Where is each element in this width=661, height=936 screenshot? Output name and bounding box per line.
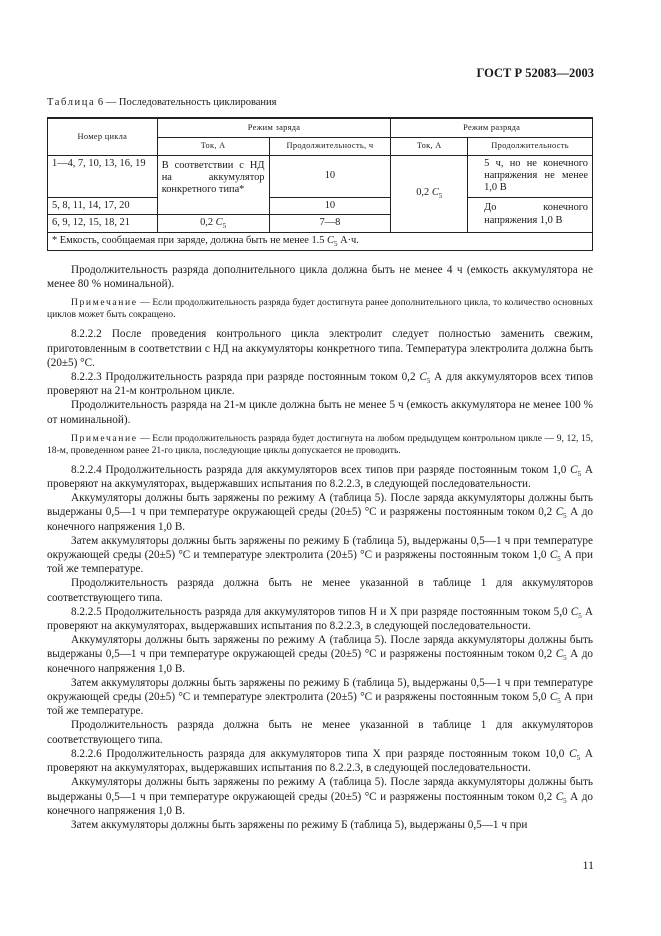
paragraph (47, 605, 593, 633)
capacity-symbol: C (555, 506, 564, 519)
header-cycle-number: Номер цикла (48, 118, 158, 155)
paragraph-text: Аккумуляторы должны быть заряжены по режиму А (таблица 5). После заряда аккумуляторы должны быть выдержаны 0,5—1 ч при температуре окружающей среды (20±5) °С и разряжены постоянным током 0,2 (47, 492, 593, 519)
paragraph: Продолжительность разряда должна быть не менее указанной в таблице 1 для аккумуляторов соответствующего типа. (47, 577, 593, 604)
capacity-subscript: 5 (438, 192, 443, 201)
charge-current-value: 0,2 (200, 217, 214, 229)
footnote-unit: А·ч. (337, 234, 359, 246)
paragraph-text: 8.2.2.5 Продолжительность разряда для аккумуляторов типов Н и Х при разряде постоянным током 5,0 (71, 605, 568, 618)
paragraph-text: А при той же температуре. (47, 691, 593, 718)
capacity-subscript: 5 (563, 796, 567, 805)
paragraph-text: А для аккумуляторов всех типов проверяют на 21-м контрольном цикле. (47, 371, 593, 398)
header-discharge-mode: Режим разряда (391, 118, 593, 137)
charge-duration-cell: 10 (269, 197, 391, 214)
paragraph-text: А при той же температуре. (47, 549, 593, 576)
note-label: Примечание (71, 432, 138, 444)
cycle-cell: 5, 8, 11, 14, 17, 20 (48, 197, 158, 214)
paragraph (47, 676, 593, 719)
note-text: — Если продолжительность разряда будет достигнута ранее дополнительного цикла, то количество основных циклов может быть сокращено. (47, 297, 593, 321)
paragraph (47, 775, 593, 818)
capacity-subscript: 5 (576, 754, 581, 763)
paragraph (47, 463, 593, 491)
paragraph-text: А проверяют на аккумуляторах, выдержавших испытания по 8.2.2.3, в следующей последовательности. (47, 605, 594, 633)
note (47, 433, 593, 457)
paragraph (47, 534, 593, 577)
charge-current-cell (157, 215, 269, 232)
charge-current-cell: В соответствии с НД на аккумулятор конкретного типа* (157, 155, 269, 215)
body-text (47, 263, 593, 832)
header-charge-mode: Режим заряда (157, 118, 391, 137)
table-caption-text: 6 — Последовательность циклирования (95, 97, 277, 108)
paragraph-text: Аккумуляторы должны быть заряжены по режиму А (таблица 5). После заряда аккумуляторы должны быть выдержаны 0,5—1 ч при температуре окружающей среды (20±5) °С и разряжены постоянным током 0,2 (47, 776, 593, 803)
capacity-symbol: C (570, 605, 579, 618)
paragraph-text: А до конечного напряжения 1,0 В. (47, 506, 594, 533)
paragraph (47, 747, 593, 775)
standard-designation: ГОСТ Р 52083—2003 (476, 66, 594, 80)
paragraph: 8.2.2.2 После проведения контрольного цикла электролит следует полностью заменить свежим, приготовленным в соответствии с НД на аккумуляторы конкретного типа. Температура электролита должна быть (20±5) °С. (47, 328, 593, 369)
paragraph (47, 370, 593, 398)
capacity-symbol: C (419, 371, 427, 384)
paragraph-text: Затем аккумуляторы должны быть заряжены по режиму Б (таблица 5), выдержаны 0,5—1 ч при температуре окружающей среды (20±5) °С и температуре электролита (20±5) °С и разряжены постоянным током 5,0 (47, 676, 593, 704)
capacity-subscript: 5 (578, 612, 582, 621)
capacity-symbol: C (549, 549, 558, 562)
charge-duration-cell: 10 (269, 155, 391, 197)
table-footnote (48, 232, 593, 250)
capacity-symbol: C (555, 790, 564, 803)
paragraph-text: 8.2.2.4 Продолжительность разряда для аккумуляторов всех типов при разряде постоянным током 1,0 (71, 463, 567, 476)
charge-duration-cell: 7—8 (269, 215, 391, 232)
note (47, 297, 593, 321)
paragraph-text: Затем аккумуляторы должны быть заряжены по режиму Б (таблица 5), выдержаны 0,5—1 ч при температуре окружающей среды (20±5) °С и температуре электролита (20±5) °С и разряжены постоянным током 1,0 (47, 534, 593, 562)
paragraph-text: А проверяют на аккумуляторах, выдержавших испытания по 8.2.2.3, в следующей последовательности. (47, 747, 593, 775)
table-caption (47, 96, 277, 110)
discharge-current-value: 0,2 (416, 187, 430, 199)
capacity-subscript: 5 (563, 654, 567, 663)
capacity-subscript: 5 (557, 555, 561, 564)
capacity-symbol: C (569, 747, 577, 760)
discharge-current-cell (391, 155, 468, 232)
table-caption-prefix: Таблица (47, 97, 96, 108)
capacity-symbol: C (549, 691, 558, 704)
capacity-symbol: C (215, 217, 223, 229)
cycle-cell: 6, 9, 12, 15, 18, 21 (48, 215, 158, 232)
capacity-symbol: C (570, 463, 578, 476)
capacity-subscript: 5 (333, 239, 338, 248)
paragraph-text: А до конечного напряжения 1,0 В. (47, 648, 594, 675)
paragraph (47, 491, 593, 534)
paragraph: Затем аккумуляторы должны быть заряжены по режиму Б (таблица 5), выдержаны 0,5—1 ч при (71, 818, 528, 831)
capacity-symbol: C (555, 648, 564, 661)
discharge-duration-cell: 5 ч, но не конечного напряжения не менее 1,0 В (468, 155, 593, 197)
page-number: 11 (582, 858, 594, 872)
paragraph-text: А до конечного напряжения 1,0 В. (47, 790, 594, 817)
paragraph-text: 8.2.2.3 Продолжительность разряда при разряде постоянным током 0,2 (71, 371, 416, 384)
paragraph: Продолжительность разряда на 21-м цикле должна быть не менее 5 ч (емкость аккумулятора не менее 100 % от номинальной). (47, 399, 593, 426)
note-label: Примечание (71, 297, 138, 309)
capacity-symbol: C (431, 187, 439, 199)
paragraph-text: А проверяют на аккумуляторах, выдержавших испытания по 8.2.2.3, в следующей последовательности. (47, 463, 593, 491)
paragraph-text: Аккумуляторы должны быть заряжены по режиму А (таблица 5). После заряда аккумуляторы должны быть выдержаны 0,5—1 ч при температуре окружающей среды (20±5) °С и разряжены постоянным током 0,2 (47, 634, 593, 661)
capacity-subscript: 5 (426, 377, 431, 386)
discharge-duration-cell: До конечного напряжения 1,0 В (468, 197, 593, 232)
note-text: — Если продолжительность разряда будет достигнута на любом предыдущем контрольном цикле — 9, 12, 15, 18-м, проведенном ранее 21-го цикла, последующие циклы допускается не проводить. (47, 432, 593, 456)
header-discharge-duration: Продолжительность (468, 137, 593, 155)
capacity-subscript: 5 (563, 512, 567, 521)
capacity-subscript: 5 (557, 697, 561, 706)
paragraph: Продолжительность разряда дополнительного цикла должна быть не менее 4 ч (емкость аккумулятора не менее 80 % номинальной). (47, 264, 593, 291)
paragraph (47, 633, 593, 676)
footnote-text: * Емкость, сообщаемая при заряде, должна быть не менее 1.5 (52, 234, 325, 246)
capacity-subscript: 5 (222, 222, 227, 231)
cycle-cell: 1—4, 7, 10, 13, 16, 19 (48, 155, 158, 197)
header-charge-duration: Продолжительность, ч (269, 137, 391, 155)
header-discharge-current: Ток, А (391, 137, 468, 155)
capacity-symbol: C (327, 234, 334, 246)
header-charge-current: Ток, А (157, 137, 269, 155)
capacity-subscript: 5 (577, 470, 582, 479)
paragraph-text: 8.2.2.6 Продолжительность разряда для аккумуляторов типа Х при разряде постоянным током 10,0 (71, 747, 565, 760)
paragraph: Продолжительность разряда должна быть не менее указанной в таблице 1 для аккумуляторов соответствующего типа. (47, 719, 593, 746)
cycling-sequence-table (47, 117, 593, 251)
